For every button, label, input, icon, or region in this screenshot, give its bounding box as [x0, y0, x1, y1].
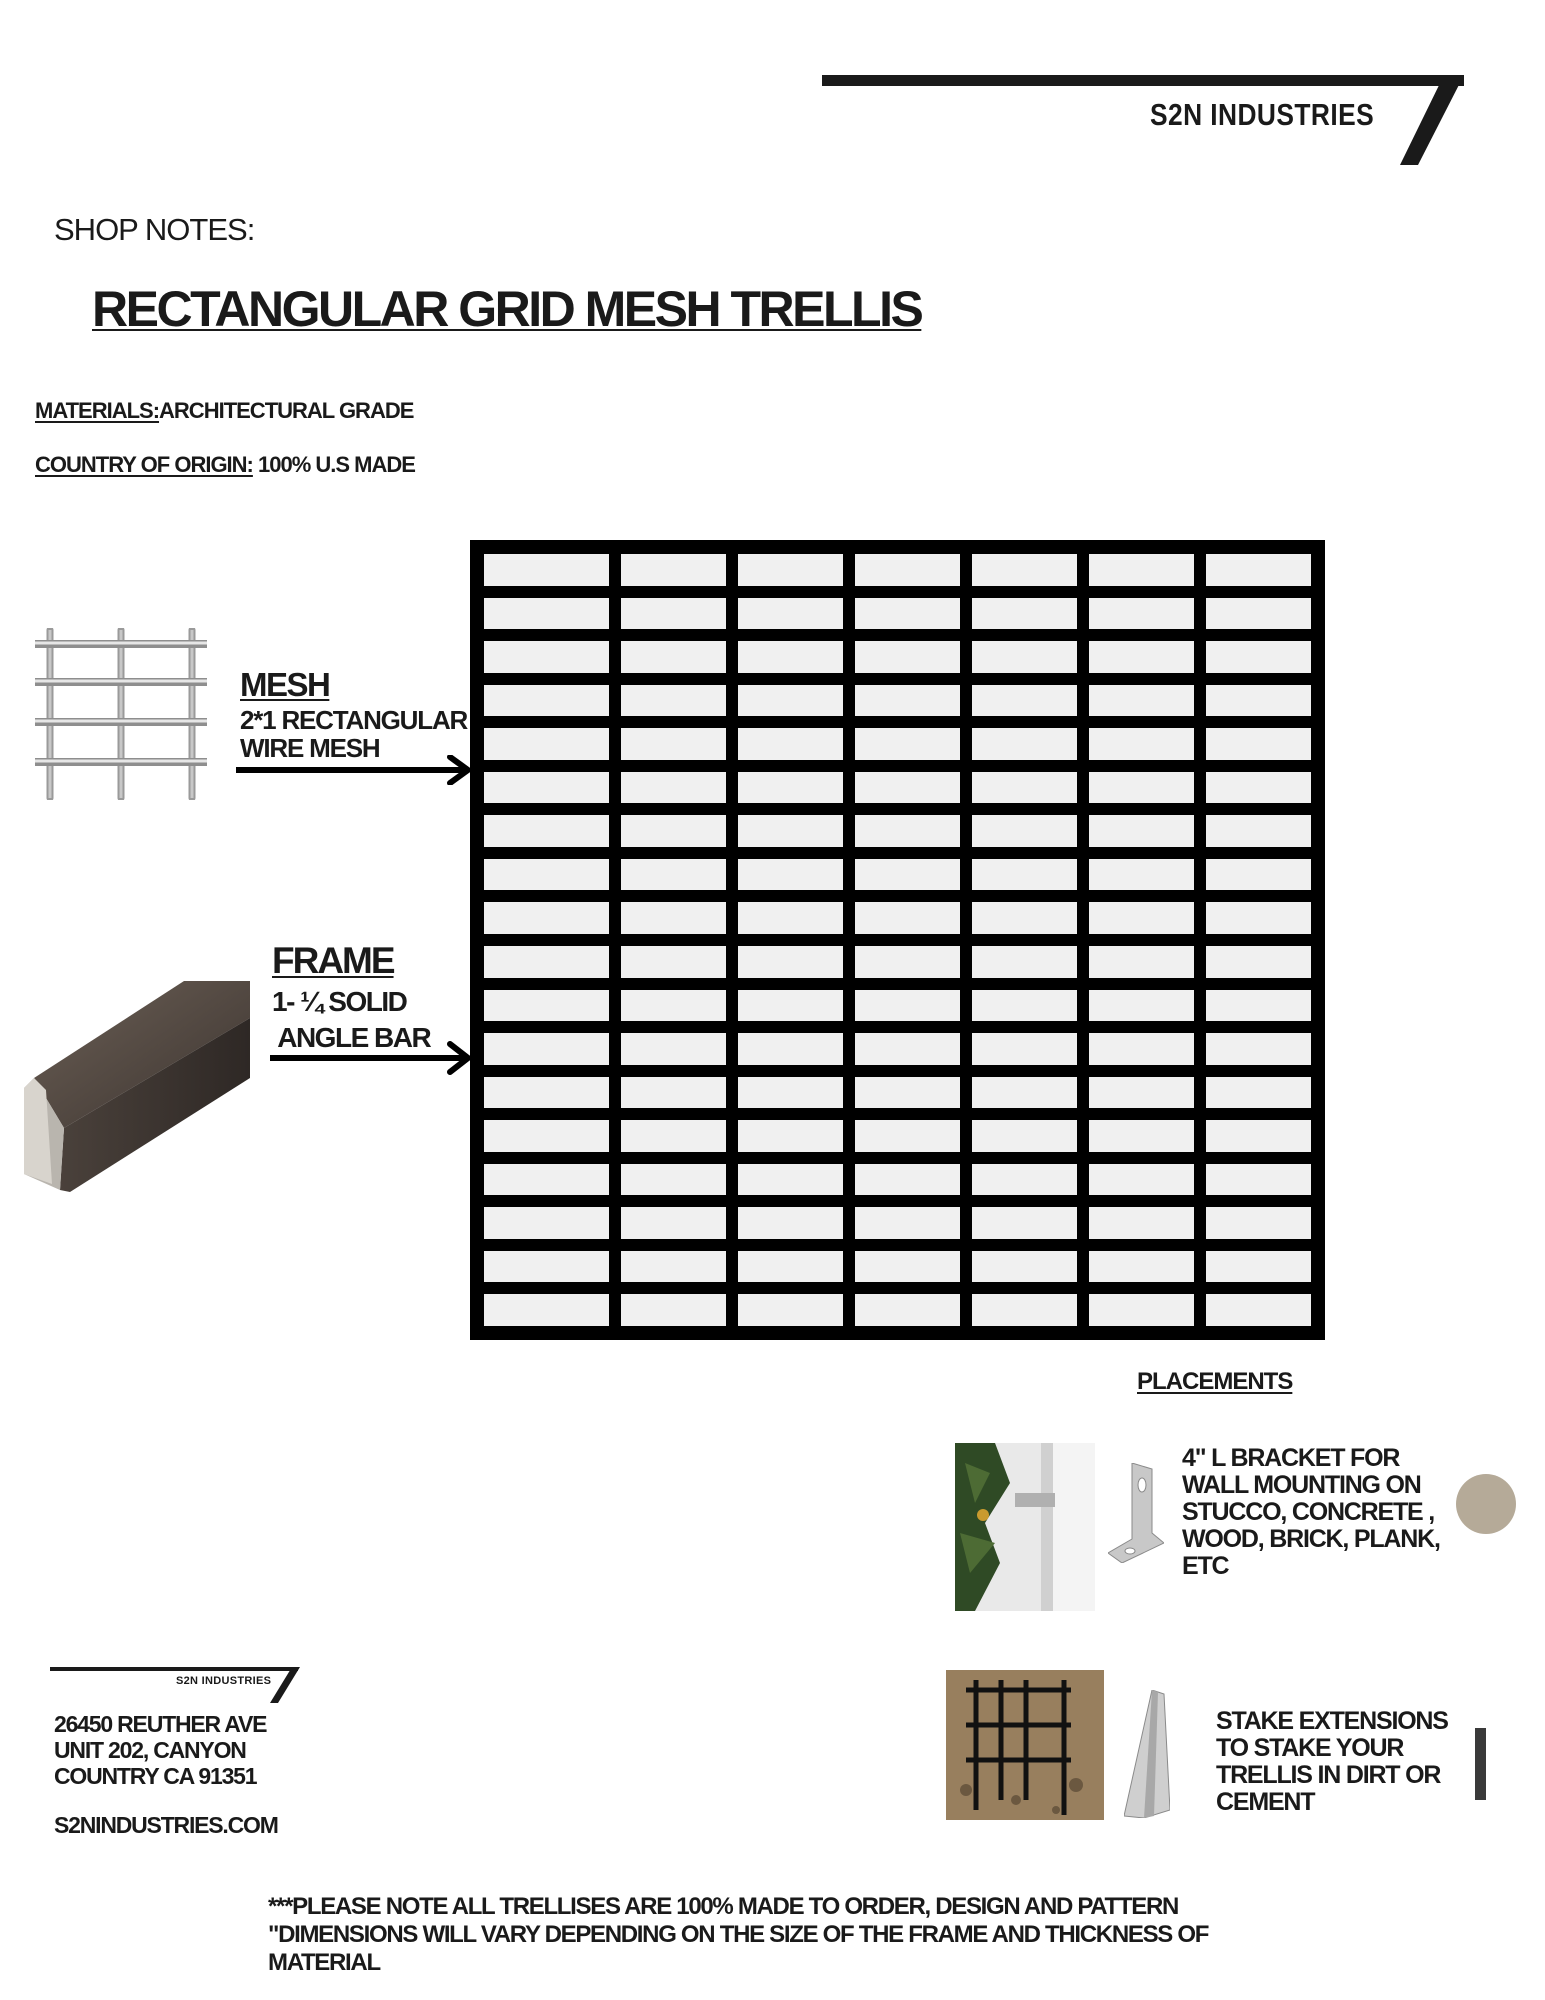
trellis-grid-diagram: [470, 540, 1325, 1340]
trellis-cell: [855, 1033, 960, 1065]
trellis-cell: [621, 685, 726, 717]
trellis-cell: [1089, 946, 1194, 978]
trellis-cell: [738, 554, 843, 586]
trellis-cell: [1206, 946, 1311, 978]
trellis-cell: [738, 685, 843, 717]
trellis-cell: [972, 990, 1077, 1022]
l-bracket-icon: [1108, 1463, 1164, 1563]
trellis-cell: [484, 1164, 609, 1196]
address-line: COUNTRY CA 91351: [54, 1763, 257, 1789]
trellis-cell: [1206, 1077, 1311, 1109]
materials-line: [35, 398, 413, 424]
trellis-cell: [1089, 1077, 1194, 1109]
trellis-cell: [855, 641, 960, 673]
note-line: MATERIAL: [268, 1949, 380, 1976]
trellis-cell: [972, 728, 1077, 760]
trellis-cell: [621, 1294, 726, 1326]
trellis-cell: [972, 902, 1077, 934]
trellis-cell: [484, 1077, 609, 1109]
trellis-cell: [1089, 902, 1194, 934]
origin-line: [35, 452, 415, 478]
trellis-cell: [972, 772, 1077, 804]
trellis-cell: [621, 1077, 726, 1109]
bracket-text-line: ETC: [1182, 1552, 1229, 1580]
trellis-cell: [1089, 772, 1194, 804]
trellis-cell: [1089, 1164, 1194, 1196]
trellis-cell: [621, 859, 726, 891]
trellis-cell: [1089, 990, 1194, 1022]
color-swatch: [1456, 1474, 1516, 1534]
trellis-cell: [972, 1207, 1077, 1239]
mesh-description: [240, 706, 467, 762]
trellis-cell: [972, 946, 1077, 978]
mesh-desc-line: 2*1 RECTANGULAR: [240, 705, 468, 735]
trellis-cell: [1206, 1120, 1311, 1152]
trellis-cell: [855, 1207, 960, 1239]
website-link[interactable]: S2NINDUSTRIES.COM: [54, 1812, 278, 1838]
trellis-cell: [484, 815, 609, 847]
trellis-cell: [855, 1294, 960, 1326]
trellis-cell: [1206, 1251, 1311, 1283]
trellis-cell: [738, 990, 843, 1022]
trellis-cell: [738, 1077, 843, 1109]
mesh-desc-line: WIRE MESH: [240, 733, 380, 763]
stake-text-line: TRELLIS IN DIRT OR: [1216, 1761, 1441, 1789]
trellis-cell: [484, 946, 609, 978]
trellis-cell: [738, 859, 843, 891]
trellis-cell: [621, 554, 726, 586]
trellis-cell: [484, 554, 609, 586]
trellis-cell: [738, 815, 843, 847]
footer-brand-slash: [270, 1667, 300, 1703]
trellis-cell: [1089, 1033, 1194, 1065]
trellis-cell: [621, 990, 726, 1022]
trellis-cell: [972, 815, 1077, 847]
trellis-cell: [855, 1077, 960, 1109]
trellis-cell: [1206, 554, 1311, 586]
trellis-cell: [1089, 815, 1194, 847]
trellis-cell: [738, 902, 843, 934]
materials-value: ARCHITECTURAL GRADE: [159, 398, 414, 423]
trellis-cell: [621, 1033, 726, 1065]
frame-arrow-icon: [270, 1040, 476, 1076]
trellis-cell: [738, 1294, 843, 1326]
trellis-cell: [738, 772, 843, 804]
trellis-cell: [1206, 598, 1311, 630]
stake-extension-icon: [1124, 1690, 1170, 1818]
trellis-cell: [738, 641, 843, 673]
trellis-cell: [1206, 685, 1311, 717]
trellis-cell: [1089, 685, 1194, 717]
trellis-cell: [621, 946, 726, 978]
origin-value: 100% U.S MADE: [258, 452, 415, 477]
header-brand-bar: [822, 75, 1464, 86]
trellis-cell: [621, 1164, 726, 1196]
trellis-cell: [972, 554, 1077, 586]
trellis-cell: [972, 641, 1077, 673]
trellis-cell: [621, 902, 726, 934]
trellis-cell: [855, 554, 960, 586]
bracket-description: [1182, 1445, 1440, 1580]
frame-desc-line: ANGLE BAR: [272, 1022, 431, 1053]
trellis-cell: [855, 946, 960, 978]
trellis-cell: [484, 685, 609, 717]
trellis-cell: [738, 1251, 843, 1283]
stake-text-line: STAKE EXTENSIONS: [1216, 1707, 1448, 1735]
trellis-cell: [1089, 728, 1194, 760]
placements-heading: PLACEMENTS: [1137, 1368, 1293, 1395]
trellis-cell: [1089, 1294, 1194, 1326]
trellis-cell: [738, 1120, 843, 1152]
trellis-cell: [484, 728, 609, 760]
trellis-cell: [484, 1251, 609, 1283]
shop-notes-label: SHOP NOTES:: [54, 212, 255, 247]
header-brand-slash: [1400, 75, 1464, 165]
trellis-cell: [972, 1294, 1077, 1326]
trellis-cell: [1206, 902, 1311, 934]
trellis-cell: [1206, 990, 1311, 1022]
address-block: [54, 1711, 266, 1789]
trellis-cell: [484, 1033, 609, 1065]
stake-ground-photo: [946, 1670, 1104, 1820]
trellis-cell: [1206, 859, 1311, 891]
trellis-cell: [972, 1077, 1077, 1109]
trellis-cell: [738, 1164, 843, 1196]
header-brand-name: S2N INDUSTRIES: [1150, 97, 1375, 132]
trellis-cell: [621, 728, 726, 760]
bracket-text-line: WOOD, BRICK, PLANK,: [1182, 1525, 1440, 1553]
origin-label: COUNTRY OF ORIGIN:: [35, 452, 253, 477]
trellis-cell: [1089, 1207, 1194, 1239]
trellis-cell: [855, 598, 960, 630]
trellis-cell: [1206, 815, 1311, 847]
trellis-cell: [855, 685, 960, 717]
address-line: 26450 REUTHER AVE: [54, 1711, 267, 1737]
bracket-wall-photo: [955, 1443, 1095, 1611]
trellis-cell: [972, 1033, 1077, 1065]
note-line: ***PLEASE NOTE ALL TRELLISES ARE 100% MADE TO ORDER, DESIGN AND PATTERN: [268, 1893, 1179, 1920]
trellis-cell: [1206, 641, 1311, 673]
frame-heading: FRAME: [272, 940, 394, 981]
frame-desc-line: 1- ¼ SOLID: [272, 986, 407, 1017]
trellis-cell: [484, 990, 609, 1022]
stake-description: [1216, 1708, 1448, 1816]
trellis-cell: [972, 1120, 1077, 1152]
trellis-cell: [1206, 1294, 1311, 1326]
footer-brand-bar: [50, 1667, 298, 1671]
bracket-text-line: 4" L BRACKET FOR: [1182, 1444, 1400, 1472]
trellis-cell: [1089, 1251, 1194, 1283]
trellis-cell: [484, 902, 609, 934]
trellis-cell: [972, 685, 1077, 717]
stake-text-line: TO STAKE YOUR: [1216, 1734, 1404, 1762]
trellis-cell: [855, 1164, 960, 1196]
page-title: RECTANGULAR GRID MESH TRELLIS: [92, 281, 922, 337]
footer-brand-name: S2N INDUSTRIES: [176, 1675, 272, 1687]
trellis-cell: [1206, 1207, 1311, 1239]
trellis-cell: [621, 815, 726, 847]
address-line: UNIT 202, CANYON: [54, 1737, 246, 1763]
stake-text-line: CEMENT: [1216, 1788, 1315, 1816]
trellis-cell: [1089, 1120, 1194, 1152]
trellis-cell: [621, 772, 726, 804]
trellis-cell: [621, 641, 726, 673]
trellis-cell: [1206, 1033, 1311, 1065]
trellis-cell: [621, 1251, 726, 1283]
trellis-cell: [484, 1294, 609, 1326]
bracket-text-line: WALL MOUNTING ON: [1182, 1471, 1421, 1499]
decorative-bar: [1475, 1728, 1486, 1800]
trellis-cell: [1089, 554, 1194, 586]
trellis-cell: [484, 772, 609, 804]
trellis-cell: [484, 1120, 609, 1152]
trellis-cell: [738, 1033, 843, 1065]
angle-bar-image: [24, 978, 250, 1192]
trellis-cell: [1206, 772, 1311, 804]
note-line: "DIMENSIONS WILL VARY DEPENDING ON THE SIZE OF THE FRAME AND THICKNESS OF: [268, 1921, 1209, 1948]
made-to-order-note: [268, 1893, 1328, 1977]
trellis-cell: [738, 728, 843, 760]
mesh-arrow-icon: [236, 755, 476, 785]
trellis-cell: [972, 1164, 1077, 1196]
trellis-cell: [738, 1207, 843, 1239]
bracket-text-line: STUCCO, CONCRETE ,: [1182, 1498, 1435, 1526]
trellis-cell: [855, 990, 960, 1022]
trellis-cell: [1206, 1164, 1311, 1196]
trellis-cell: [621, 1120, 726, 1152]
trellis-cell: [484, 641, 609, 673]
trellis-cell: [1089, 598, 1194, 630]
mesh-heading: MESH: [240, 666, 330, 703]
trellis-cell: [855, 1251, 960, 1283]
trellis-cell: [855, 815, 960, 847]
trellis-cell: [855, 728, 960, 760]
trellis-cell: [738, 598, 843, 630]
trellis-cell: [972, 1251, 1077, 1283]
trellis-cell: [1206, 728, 1311, 760]
trellis-cell: [855, 859, 960, 891]
trellis-cell: [621, 1207, 726, 1239]
trellis-cell: [1089, 859, 1194, 891]
trellis-cell: [484, 598, 609, 630]
trellis-cell: [1089, 641, 1194, 673]
trellis-cell: [855, 772, 960, 804]
trellis-cell: [855, 1120, 960, 1152]
trellis-cell: [972, 598, 1077, 630]
trellis-cell: [855, 902, 960, 934]
trellis-cell: [972, 859, 1077, 891]
trellis-cell: [484, 859, 609, 891]
trellis-cell: [621, 598, 726, 630]
trellis-cell: [484, 1207, 609, 1239]
trellis-cell: [738, 946, 843, 978]
wire-mesh-image: [35, 628, 207, 800]
materials-label: MATERIALS:: [35, 398, 160, 423]
